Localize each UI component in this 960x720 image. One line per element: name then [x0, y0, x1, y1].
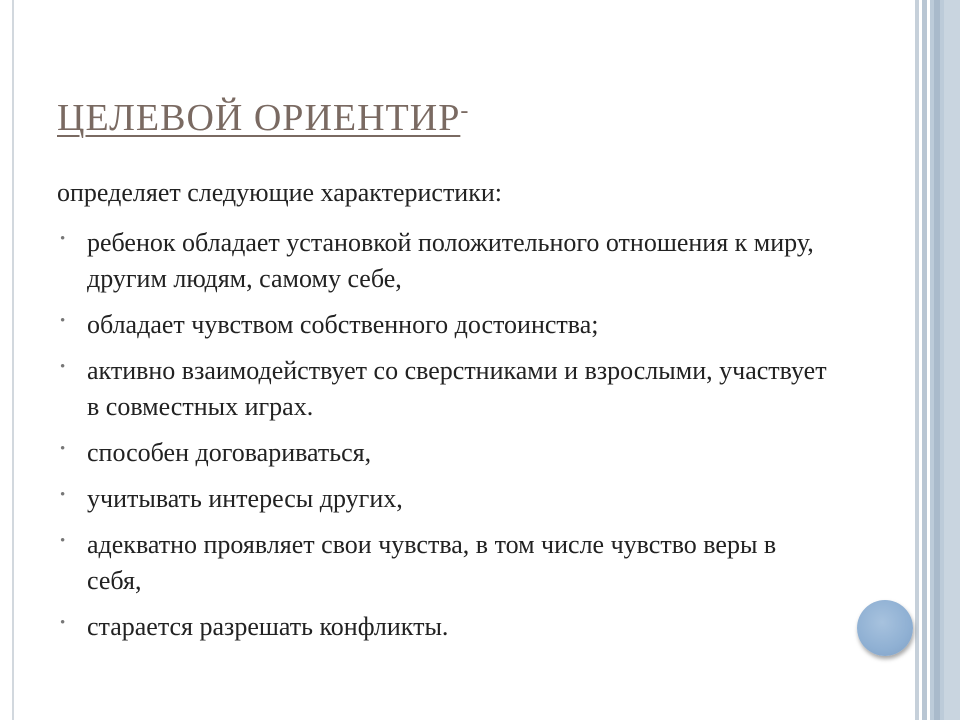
bullet-dot-icon: •	[60, 533, 66, 549]
bullet-text: ребенок обладает установкой положительного отношения к миру, другим людям, самому себе,	[87, 228, 814, 293]
bullet-dot-icon: •	[60, 615, 66, 631]
bullet-item	[57, 353, 837, 425]
bullet-text: адекватно проявляет свои чувства, в том числе чувство веры в себя,	[87, 530, 777, 595]
frame-left-line	[12, 0, 14, 720]
bullet-text: способен договариваться,	[87, 438, 372, 467]
frame-stripe	[915, 0, 919, 720]
bullet-text: старается разрешать конфликты.	[87, 612, 449, 641]
bullet-text: обладает чувством собственного достоинства;	[87, 310, 599, 339]
slide-title-dash: -	[460, 98, 470, 124]
bullet-item	[57, 435, 837, 471]
slide-title-text: ЦЕЛЕВОЙ ОРИЕНТИР	[57, 97, 461, 139]
bullet-text: активно взаимодействует со сверстниками и взрослыми, участвует в совместных играх.	[87, 356, 827, 421]
intro-text: определяет следующие характеристики:	[57, 178, 502, 207]
frame-stripe	[922, 0, 927, 720]
bullet-item	[57, 527, 837, 599]
bullet-list	[57, 225, 837, 655]
decorative-circle-icon	[857, 600, 913, 656]
bullet-dot-icon: •	[60, 487, 66, 503]
bullet-item	[57, 481, 837, 517]
frame-stripe	[944, 0, 960, 720]
bullet-dot-icon: •	[60, 313, 66, 329]
slide-title	[57, 96, 469, 140]
bullet-item	[57, 307, 837, 343]
bullet-dot-icon: •	[60, 359, 66, 375]
bullet-item	[57, 225, 837, 297]
frame-stripe	[934, 0, 940, 720]
bullet-dot-icon: •	[60, 231, 66, 247]
bullet-dot-icon: •	[60, 441, 66, 457]
bullet-item	[57, 609, 837, 645]
bullet-text: учитывать интересы других,	[87, 484, 403, 513]
